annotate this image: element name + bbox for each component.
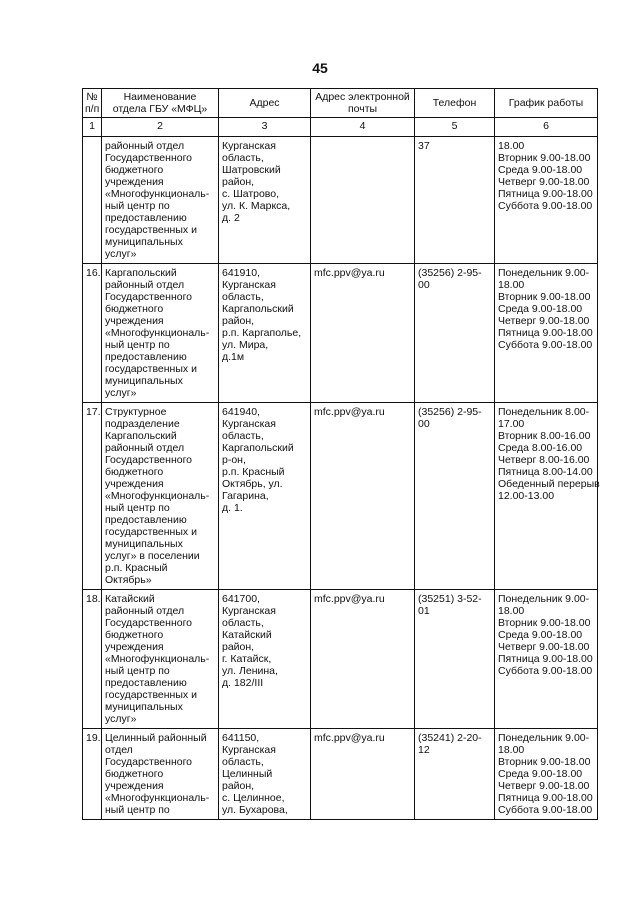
- address-cell-line: район,: [222, 315, 255, 327]
- address-cell: [219, 729, 311, 820]
- address-cell: [219, 403, 311, 590]
- office-name-cell-line: бюджетного: [105, 768, 164, 780]
- row-number-cell: [83, 264, 102, 403]
- phone-cell: [415, 590, 495, 729]
- office-name-cell-line: р.п. Красный: [105, 562, 168, 574]
- office-name-cell-line: государственных и: [105, 526, 197, 538]
- schedule-cell-line: Четверг 8.00-16.00: [498, 454, 590, 466]
- office-name-cell-line: ный центр по: [105, 200, 170, 212]
- office-name-cell-line: Каргапольский: [105, 267, 177, 279]
- address-cell: [219, 137, 311, 264]
- row-number-cell: [83, 590, 102, 729]
- address-cell-line: Гагарина,: [222, 490, 269, 502]
- office-name-cell-line: услуг»: [105, 248, 137, 260]
- address-cell-line: 641910,: [222, 267, 260, 279]
- row-number-cell-line: 16.: [86, 267, 101, 279]
- office-name-cell-line: ный центр по: [105, 665, 170, 677]
- email-cell-line: mfc.ppv@ya.ru: [314, 267, 385, 279]
- office-name-cell-line: ный центр по: [105, 804, 170, 816]
- office-name-cell-line: предоставлению: [105, 514, 187, 526]
- office-name-cell-line: Целинный районный: [105, 732, 207, 744]
- schedule-cell-line: Понедельник 9.00-: [498, 593, 590, 605]
- schedule-cell-line: Вторник 9.00-18.00: [498, 291, 591, 303]
- office-name-cell-line: услуг»: [105, 713, 137, 725]
- email-cell: [311, 729, 415, 820]
- schedule-cell-line: Среда 8.00-16.00: [498, 442, 583, 454]
- address-cell-line: Курганская: [222, 418, 276, 430]
- row-number-cell: [83, 729, 102, 820]
- schedule-cell-line: 18.00: [498, 605, 525, 617]
- schedule-cell-line: Пятница 8.00-14.00: [498, 466, 593, 478]
- address-cell-line: Курганская: [222, 605, 276, 617]
- phone-cell: [415, 729, 495, 820]
- office-name-cell-line: муниципальных: [105, 701, 183, 713]
- office-name-cell-line: ный центр по: [105, 339, 170, 351]
- office-name-cell-line: Государственного: [105, 291, 193, 303]
- office-name-cell-line: учреждения: [105, 780, 164, 792]
- row-number-cell: [83, 403, 102, 590]
- office-name-cell-line: Катайский: [105, 593, 155, 605]
- office-name-cell: [102, 264, 219, 403]
- phone-cell-line: (35256) 2-95-: [418, 406, 482, 418]
- office-name-cell-line: бюджетного: [105, 303, 164, 315]
- office-name-cell-line: Каргапольский: [105, 430, 177, 442]
- office-name-cell-line: учреждения: [105, 478, 164, 490]
- phone-cell-line: (35256) 2-95-: [418, 267, 482, 279]
- schedule-cell-line: Суббота 9.00-18.00: [498, 200, 593, 212]
- office-name-cell-line: Государственного: [105, 152, 193, 164]
- address-cell-line: область,: [222, 291, 264, 303]
- schedule-cell-line: Четверг 9.00-18.00: [498, 641, 590, 653]
- address-cell-line: область,: [222, 152, 264, 164]
- office-name-cell-line: районный отдел: [105, 442, 185, 454]
- email-cell-line: mfc.ppv@ya.ru: [314, 593, 385, 605]
- schedule-cell-line: 18.00: [498, 744, 525, 756]
- column-index-cell: 2: [102, 118, 219, 137]
- office-name-cell-line: услуг» в поселении: [105, 550, 200, 562]
- address-cell-line: район,: [222, 780, 255, 792]
- office-name-cell-line: предоставлению: [105, 212, 187, 224]
- office-name-cell-line: услуг»: [105, 387, 137, 399]
- table-row: [83, 264, 598, 403]
- schedule-cell-line: Понедельник 9.00-: [498, 732, 590, 744]
- address-cell-line: Курганская: [222, 744, 276, 756]
- schedule-cell-line: 17.00: [498, 418, 525, 430]
- address-cell-line: район,: [222, 176, 255, 188]
- office-name-cell-line: районный отдел: [105, 279, 185, 291]
- office-name-cell-line: Октябрь»: [105, 574, 152, 586]
- row-number-cell-line: 17.: [86, 406, 101, 418]
- address-cell-line: 641940,: [222, 406, 260, 418]
- schedule-cell-line: Обеденный перерыв: [498, 478, 600, 490]
- header-schedule: График работы: [495, 89, 598, 118]
- office-name-cell-line: Структурное: [105, 406, 167, 418]
- address-cell-line: Курганская: [222, 279, 276, 291]
- office-name-cell-line: бюджетного: [105, 629, 164, 641]
- header-address: Адрес: [219, 89, 311, 118]
- schedule-cell-line: Пятница 9.00-18.00: [498, 188, 593, 200]
- office-name-cell-line: «Многофункциональ-: [105, 490, 210, 502]
- address-cell-line: р-он,: [222, 454, 246, 466]
- column-index-cell: 3: [219, 118, 311, 137]
- schedule-cell: [495, 264, 598, 403]
- schedule-cell-line: Среда 9.00-18.00: [498, 164, 583, 176]
- schedule-cell: [495, 137, 598, 264]
- schedule-cell-line: Среда 9.00-18.00: [498, 303, 583, 315]
- schedule-cell-line: Среда 9.00-18.00: [498, 768, 583, 780]
- schedule-cell-line: Вторник 9.00-18.00: [498, 756, 591, 768]
- office-name-cell-line: Государственного: [105, 617, 193, 629]
- office-name-cell: [102, 729, 219, 820]
- email-cell-line: mfc.ppv@ya.ru: [314, 732, 385, 744]
- mfc-offices-table: [82, 88, 598, 820]
- schedule-cell-line: Пятница 9.00-18.00: [498, 327, 593, 339]
- address-cell-line: Каргапольский: [222, 303, 294, 315]
- table-row: [83, 590, 598, 729]
- address-cell: [219, 264, 311, 403]
- address-cell-line: с. Шатрово,: [222, 188, 280, 200]
- phone-cell-line: 12: [418, 744, 430, 756]
- phone-cell: [415, 264, 495, 403]
- address-cell-line: 641150,: [222, 732, 260, 744]
- header-num: № п/п: [83, 89, 102, 118]
- phone-cell: [415, 137, 495, 264]
- address-cell-line: д. 2: [222, 212, 240, 224]
- row-number-cell-line: 19.: [86, 732, 101, 744]
- schedule-cell-line: Суббота 9.00-18.00: [498, 339, 593, 351]
- address-cell-line: 641700,: [222, 593, 260, 605]
- office-name-cell-line: муниципальных: [105, 236, 183, 248]
- address-cell-line: Курганская: [222, 140, 276, 152]
- column-index-cell: 4: [311, 118, 415, 137]
- office-name-cell-line: Государственного: [105, 454, 193, 466]
- phone-cell-line: (35251) 3-52-: [418, 593, 482, 605]
- row-number-cell-line: 18.: [86, 593, 101, 605]
- address-cell-line: Целинный: [222, 768, 273, 780]
- address-cell-line: область,: [222, 617, 264, 629]
- schedule-cell-line: Четверг 9.00-18.00: [498, 176, 590, 188]
- phone-cell-line: 00: [418, 418, 430, 430]
- office-name-cell-line: государственных и: [105, 689, 197, 701]
- office-name-cell-line: районный отдел: [105, 140, 185, 152]
- address-cell-line: д.1м: [222, 351, 245, 363]
- schedule-cell-line: Пятница 9.00-18.00: [498, 792, 593, 804]
- address-cell-line: с. Целинное,: [222, 792, 285, 804]
- schedule-cell-line: 12.00-13.00: [498, 490, 555, 502]
- office-name-cell: [102, 590, 219, 729]
- address-cell-line: ул. Ленина,: [222, 665, 278, 677]
- address-cell-line: ул. Мира,: [222, 339, 269, 351]
- address-cell-line: д. 182/III: [222, 677, 264, 689]
- phone-cell-line: 37: [418, 140, 430, 152]
- office-name-cell: [102, 403, 219, 590]
- address-cell-line: ул. Бухарова,: [222, 804, 288, 816]
- table-row: [83, 137, 598, 264]
- address-cell-line: г. Катайск,: [222, 653, 272, 665]
- office-name-cell-line: «Многофункциональ-: [105, 327, 210, 339]
- office-name-cell-line: государственных и: [105, 363, 197, 375]
- schedule-cell-line: Понедельник 9.00-: [498, 267, 590, 279]
- office-name-cell-line: бюджетного: [105, 466, 164, 478]
- phone-cell-line: 00: [418, 279, 430, 291]
- table-header-row: [83, 89, 598, 118]
- schedule-cell: [495, 403, 598, 590]
- office-name-cell: [102, 137, 219, 264]
- schedule-cell-line: Понедельник 8.00-: [498, 406, 590, 418]
- schedule-cell-line: Четверг 9.00-18.00: [498, 315, 590, 327]
- address-cell-line: р.п. Красный: [222, 466, 285, 478]
- email-cell: [311, 403, 415, 590]
- office-name-cell-line: учреждения: [105, 641, 164, 653]
- address-cell: [219, 590, 311, 729]
- address-cell-line: область,: [222, 756, 264, 768]
- office-name-cell-line: «Многофункциональ-: [105, 653, 210, 665]
- office-name-cell-line: Государственного: [105, 756, 193, 768]
- office-name-cell-line: муниципальных: [105, 538, 183, 550]
- header-name: Наименование отдела ГБУ «МФЦ»: [102, 89, 219, 118]
- office-name-cell-line: бюджетного: [105, 164, 164, 176]
- email-cell: [311, 137, 415, 264]
- office-name-cell-line: муниципальных: [105, 375, 183, 387]
- office-name-cell-line: учреждения: [105, 176, 164, 188]
- address-cell-line: ул. К. Маркса,: [222, 200, 291, 212]
- schedule-cell-line: Пятница 9.00-18.00: [498, 653, 593, 665]
- address-cell-line: Шатровский: [222, 164, 281, 176]
- schedule-cell-line: 18.00: [498, 279, 525, 291]
- email-cell: [311, 590, 415, 729]
- schedule-cell-line: Суббота 9.00-18.00: [498, 665, 593, 677]
- office-name-cell-line: предоставлению: [105, 351, 187, 363]
- schedule-cell-line: 18.00: [498, 140, 525, 152]
- header-email: Адрес электронной почты: [311, 89, 415, 118]
- column-index-cell: 5: [415, 118, 495, 137]
- phone-cell-line: 01: [418, 605, 430, 617]
- office-name-cell-line: отдел: [105, 744, 133, 756]
- address-cell-line: Катайский: [222, 629, 272, 641]
- schedule-cell: [495, 590, 598, 729]
- address-cell-line: район,: [222, 641, 255, 653]
- schedule-cell-line: Четверг 9.00-18.00: [498, 780, 590, 792]
- schedule-cell: [495, 729, 598, 820]
- schedule-cell-line: Суббота 9.00-18.00: [498, 804, 593, 816]
- address-cell-line: область,: [222, 430, 264, 442]
- row-number-cell: [83, 137, 102, 264]
- schedule-cell-line: Вторник 9.00-18.00: [498, 152, 591, 164]
- office-name-cell-line: районный отдел: [105, 605, 185, 617]
- address-cell-line: Каргапольский: [222, 442, 294, 454]
- address-cell-line: Октябрь, ул.: [222, 478, 283, 490]
- schedule-cell-line: Вторник 9.00-18.00: [498, 617, 591, 629]
- phone-cell-line: (35241) 2-20-: [418, 732, 482, 744]
- table-row: [83, 729, 598, 820]
- address-cell-line: д. 1.: [222, 502, 243, 514]
- page-number: 45: [312, 60, 328, 76]
- column-index-row: [83, 118, 598, 137]
- address-cell-line: р.п. Каргаполье,: [222, 327, 302, 339]
- office-name-cell-line: учреждения: [105, 315, 164, 327]
- table-row: [83, 403, 598, 590]
- schedule-cell-line: Вторник 8.00-16.00: [498, 430, 591, 442]
- office-name-cell-line: подразделение: [105, 418, 180, 430]
- office-name-cell-line: «Многофункциональ-: [105, 188, 210, 200]
- email-cell-line: mfc.ppv@ya.ru: [314, 406, 385, 418]
- email-cell: [311, 264, 415, 403]
- office-name-cell-line: ный центр по: [105, 502, 170, 514]
- phone-cell: [415, 403, 495, 590]
- header-phone: Телефон: [415, 89, 495, 118]
- office-name-cell-line: «Многофункциональ-: [105, 792, 210, 804]
- office-name-cell-line: государственных и: [105, 224, 197, 236]
- office-name-cell-line: предоставлению: [105, 677, 187, 689]
- column-index-cell: 1: [83, 118, 102, 137]
- column-index-cell: 6: [495, 118, 598, 137]
- schedule-cell-line: Среда 9.00-18.00: [498, 629, 583, 641]
